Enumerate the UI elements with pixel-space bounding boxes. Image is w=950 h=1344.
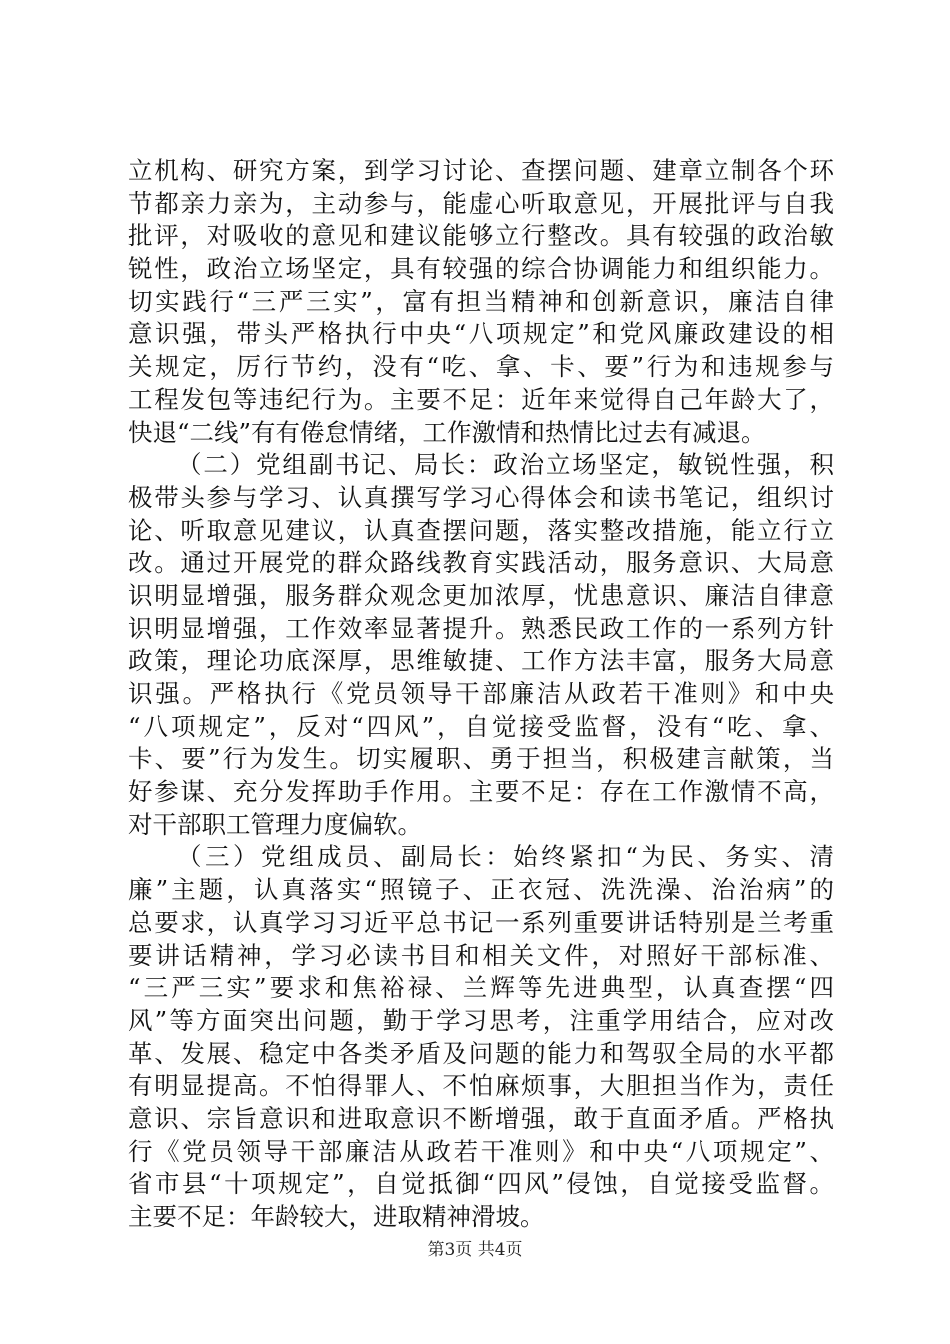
text-line: 批评，对吸收的意见和建议能够立行整改。具有较强的政治敏 bbox=[128, 221, 834, 251]
text-line: 总要求，认真学习习近平总书记一系列重要讲话特别是兰考重 bbox=[128, 907, 834, 937]
text-line: 要讲话精神，学习必读书目和相关文件，对照好干部标准、 bbox=[128, 940, 834, 970]
text-line: 卡、要”行为发生。切实履职、勇于担当，积极建言献策，当 bbox=[128, 744, 834, 774]
text-line: 廉”主题，认真落实“照镜子、正衣冠、洗洗澡、治治病”的 bbox=[128, 875, 834, 905]
text-line: 论、听取意见建议，认真查摆问题，落实整改措施，能立行立 bbox=[128, 515, 834, 545]
text-line: 立机构、研究方案，到学习讨论、查摆问题、建章立制各个环 bbox=[128, 156, 834, 185]
text-line: 极带头参与学习、认真撰写学习心得体会和读书笔记，组织讨 bbox=[128, 482, 834, 512]
text-line: 省市县“十项规定”，自觉抵御“四风”侵蚀，自觉接受监督。 bbox=[128, 1169, 834, 1199]
text-line: 政策，理论功底深厚，思维敏捷、工作方法丰富，服务大局意 bbox=[128, 646, 834, 676]
text-line: 工程发包等违纪行为。主要不足：近年来觉得自己年龄大了， bbox=[128, 384, 834, 414]
paragraph-start: （二）党组副书记、局长：政治立场坚定，敏锐性强，积 bbox=[177, 450, 834, 480]
text-line: “三严三实”要求和焦裕禄、兰辉等先进典型，认真查摆“四 bbox=[128, 973, 834, 1003]
text-line: 主要不足：年龄较大，进取精神滑坡。 bbox=[128, 1202, 545, 1231]
text-line: “八项规定”，反对“四风”，自觉接受监督，没有“吃、拿、 bbox=[128, 711, 834, 741]
text-line: 识强。严格执行《党员领导干部廉洁从政若干准则》和中央 bbox=[128, 679, 834, 708]
text-line: 革、发展、稳定中各类矛盾及问题的能力和驾驭全局的水平都 bbox=[128, 1038, 834, 1068]
text-line: 锐性，政治立场坚定，具有较强的综合协调能力和组织能力。 bbox=[128, 254, 834, 284]
text-line: 快退“二线”有有倦怠情绪，工作激情和热情比过去有减退。 bbox=[128, 417, 766, 447]
text-line: 好参谋、充分发挥助手作用。主要不足：存在工作激情不高， bbox=[128, 777, 834, 807]
text-line: 意识强，带头严格执行中央“八项规定”和党风廉政建设的相 bbox=[128, 319, 834, 349]
text-line: 风”等方面突出问题，勤于学习思考，注重学用结合，应对改 bbox=[128, 1005, 834, 1035]
text-line: 改。通过开展党的群众路线教育实践活动，服务意识、大局意 bbox=[128, 548, 834, 578]
text-line: 意识、宗旨意识和进取意识不断增强，敢于直面矛盾。严格执 bbox=[128, 1103, 834, 1133]
body-text bbox=[128, 155, 834, 1234]
text-line: 节都亲力亲为，主动参与，能虚心听取意见，开展批评与自我 bbox=[128, 188, 834, 218]
text-line: 识明显增强，工作效率显著提升。熟悉民政工作的一系列方针 bbox=[128, 613, 834, 643]
text-line: 对干部职工管理力度偏软。 bbox=[128, 809, 422, 839]
page-number-footer: 第3页 共4页 bbox=[427, 1240, 523, 1260]
text-line: 行《党员领导干部廉洁从政若干准则》和中央“八项规定”、 bbox=[128, 1136, 834, 1166]
text-line: 切实践行“三严三实”，富有担当精神和创新意识，廉洁自律 bbox=[128, 286, 834, 316]
text-line: 识明显增强，服务群众观念更加浓厚，忧患意识、廉洁自律意 bbox=[128, 580, 834, 610]
paragraph-start: （三）党组成员、副局长：始终紧扣“为民、务实、清 bbox=[177, 842, 834, 872]
text-line: 有明显提高。不怕得罪人、不怕麻烦事，大胆担当作为，责任 bbox=[128, 1071, 834, 1101]
text-line: 关规定，厉行节约，没有“吃、拿、卡、要”行为和违规参与 bbox=[128, 352, 834, 382]
